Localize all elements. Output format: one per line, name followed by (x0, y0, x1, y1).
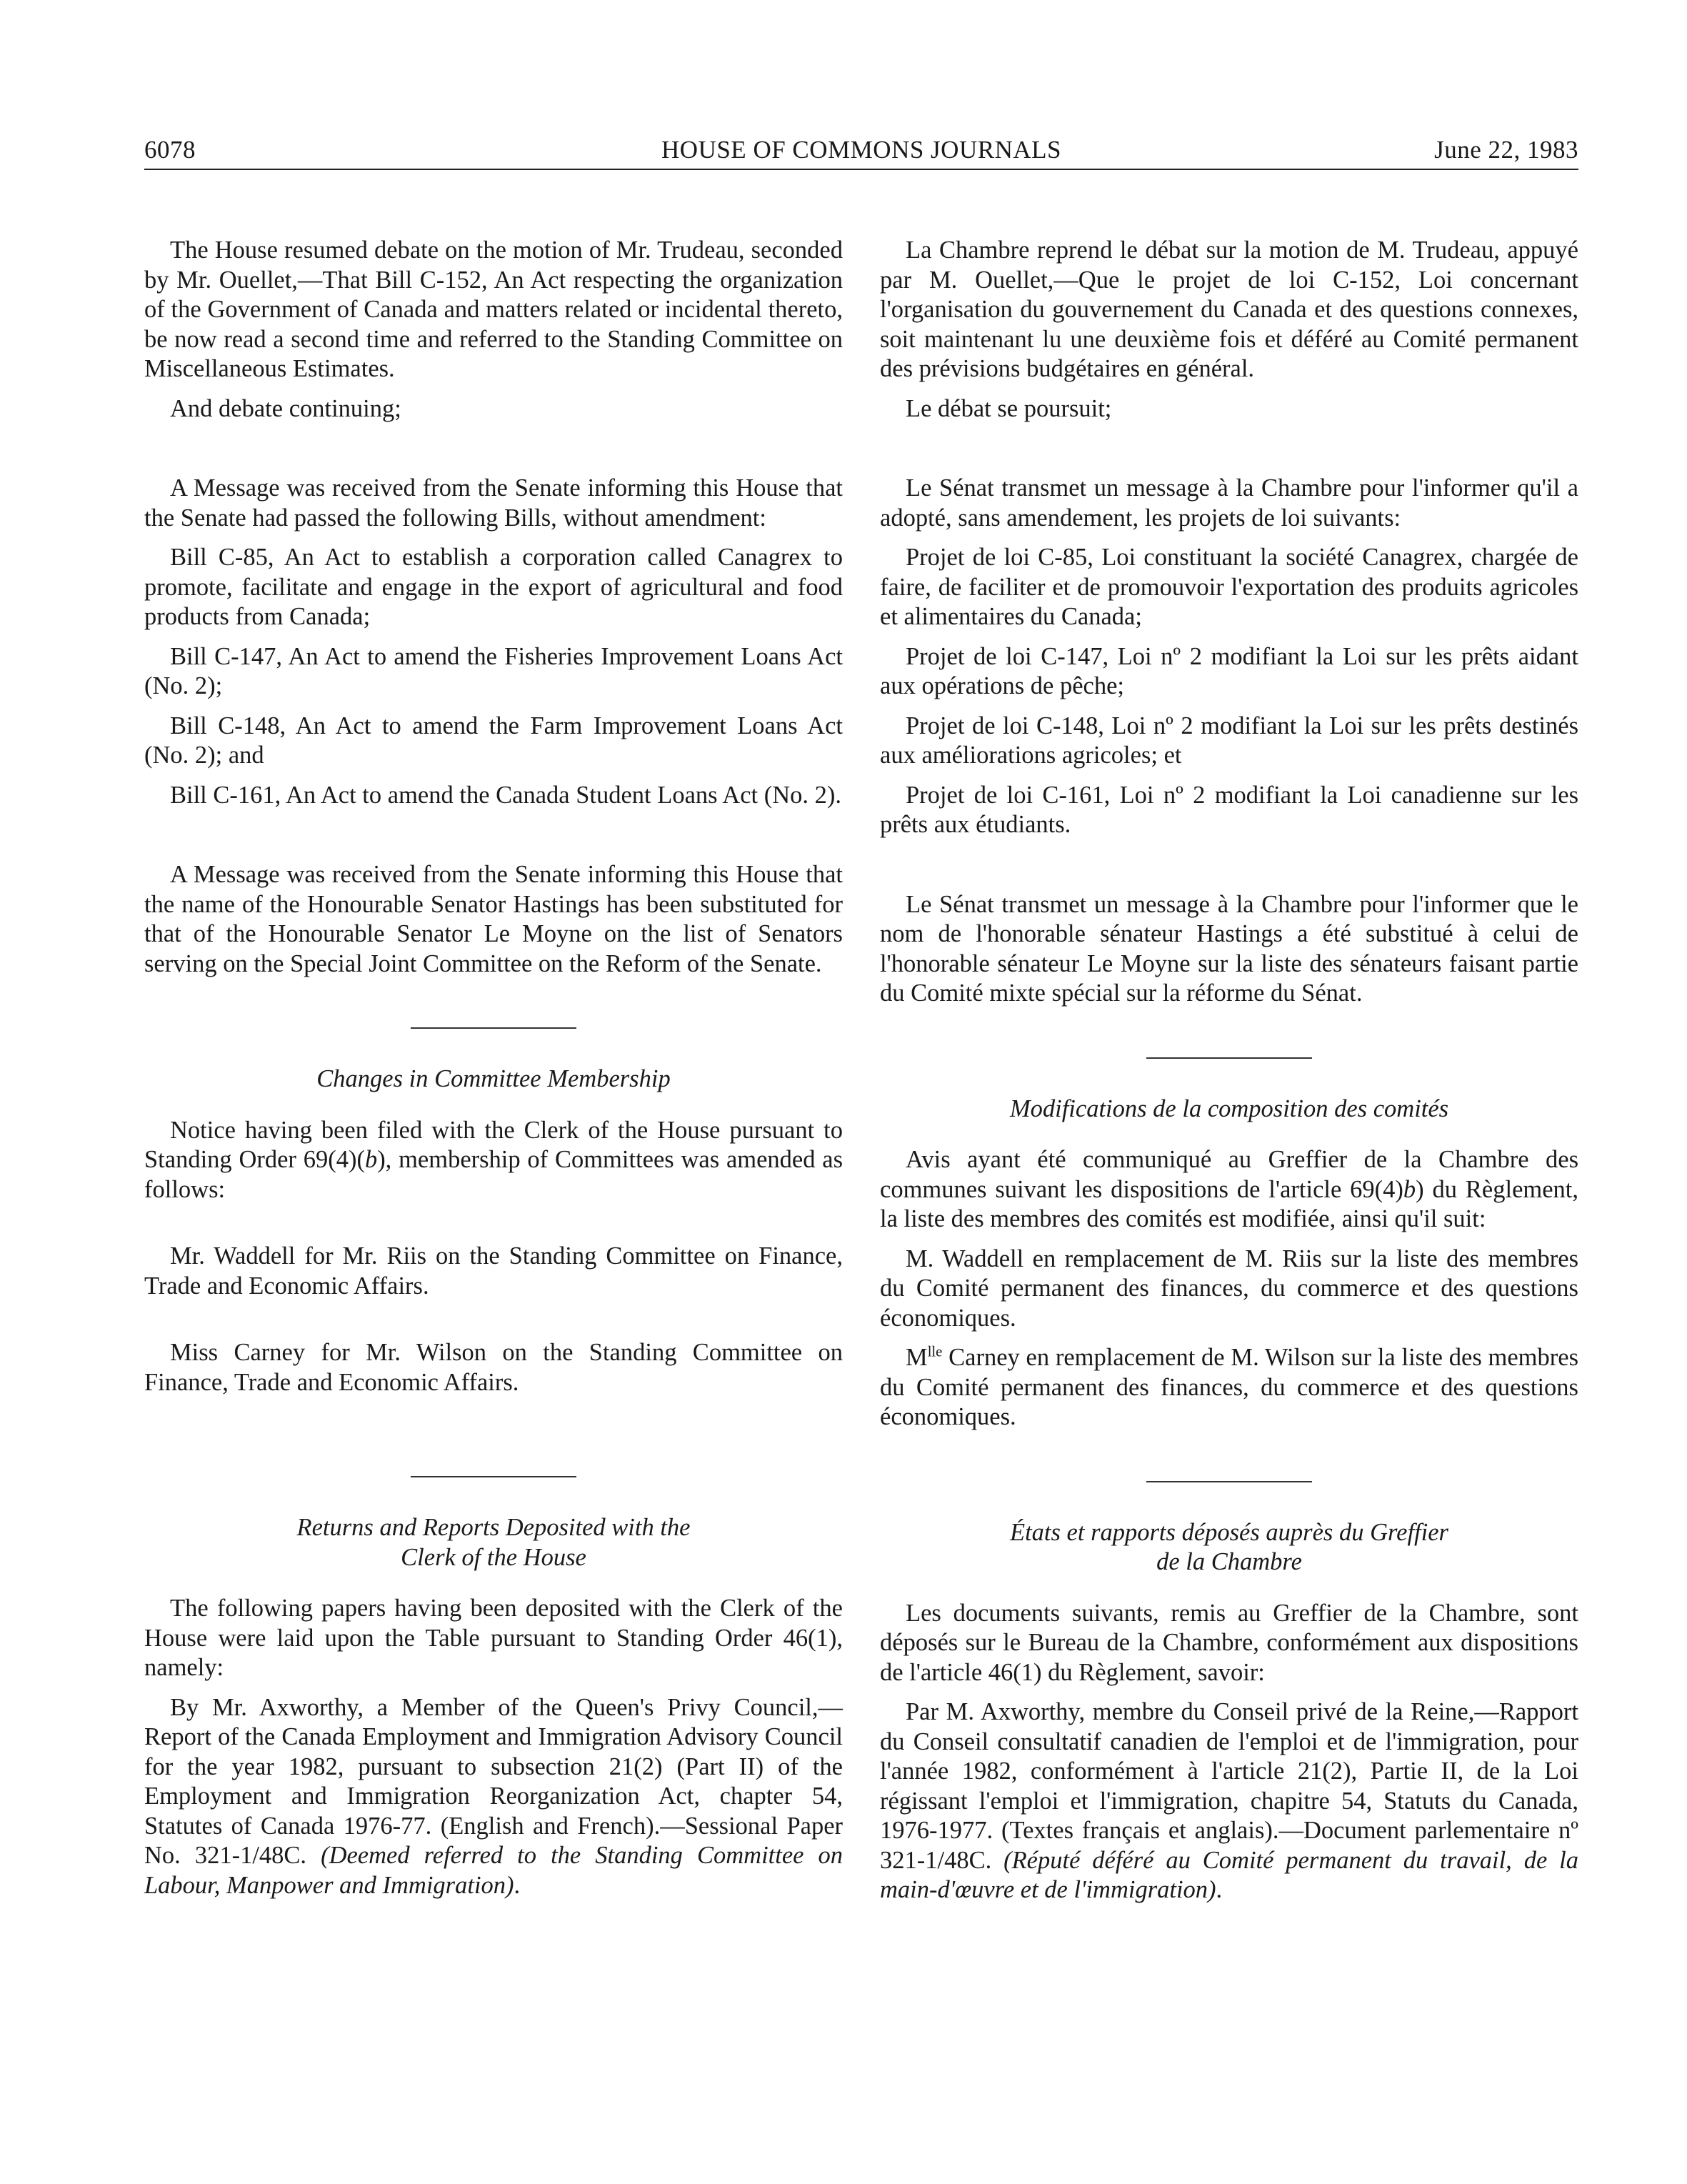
page-header (144, 133, 1578, 167)
returns-heading: États et rapports déposés auprès du Greffier de la Chambre (1010, 1518, 1448, 1575)
senate-message-bills-intro: Le Sénat transmet un message à la Chambre pour l'informer qu'il a adopté, sans amendement, les projets de loi suivants: (880, 474, 1578, 532)
returns-intro: The following papers having been deposited with the Clerk of the House were laid upon the Table pursuant to Standing Order 46(1), namely: (144, 1595, 843, 1681)
senate-message-membership: A Message was received from the Senate informing this House that the name of the Honourable Senator Hastings has been substituted for that of the Honourable Senator Le Moyne on the list of Senators serving on the Special Joint Committee on the Reform of the Senate. (144, 861, 843, 977)
journal-title: HOUSE OF COMMONS JOURNALS (661, 136, 1061, 164)
bill-item: Projet de loi C-85, Loi constituant la société Canagrex, chargée de faire, de faciliter et de promouvoir l'exportation des produits agricoles et alimentaires du Canada; (880, 544, 1578, 630)
returns-heading: Returns and Reports Deposited with the Clerk of the House (296, 1514, 691, 1571)
membership-change: M. Waddell en remplacement de M. Riis sur la liste des membres du Comité permanent des finances, du commerce et des questions économiques. (880, 1245, 1578, 1332)
bill-item: Projet de loi C-148, Loi nº 2 modifiant la Loi sur les prêts destinés aux améliorations agricoles; et (880, 712, 1578, 769)
english-column (144, 236, 843, 1900)
debate-continuing: Le débat se poursuit; (906, 394, 1112, 422)
senate-message-bills-intro: A Message was received from the Senate informing this House that the Senate had passed the following Bills, without amendment: (144, 474, 843, 532)
committee-heading: Changes in Committee Membership (316, 1065, 671, 1092)
membership-change: Mr. Waddell for Mr. Riis on the Standing Committee on Finance, Trade and Economic Affairs. (144, 1242, 843, 1300)
french-column (880, 236, 1578, 1905)
section-divider (411, 1027, 576, 1029)
debate-paragraph: The House resumed debate on the motion of Mr. Trudeau, seconded by Mr. Ouellet,—That Bill C-152, An Act respecting the organization of the Government of Canada and matters related or incidental thereto, be now read a second time and referred to the Standing Committee on Miscellaneous Estimates. (144, 236, 843, 382)
header-date: June 22, 1983 (1434, 136, 1578, 164)
membership-change: $M^{lle}$ Carney en remplacement de M. Wilson sur la liste des membres du Comité permanent des finances, du commerce et des questions économiques. (880, 1344, 1578, 1430)
committee-heading: Modifications de la composition des comités (1009, 1095, 1449, 1122)
returns-item: Par M. Axworthy, membre du Conseil privé de la Reine,—Rapport du Conseil consultatif canadien de l'emploi et de l'immigration, pour l'année 1982, conformément à l'article 21(2), Partie II, de la Loi régissant l'emploi et l'immigration, chapitre 54, Statuts du Canada, 1976-1977. (Textes français et anglais).—Document parlementaire nº 321-1/48C. (Réputé déféré au Comité permanent du travail, de la main-d'œuvre et de l'immigration). (880, 1698, 1578, 1903)
section-divider (1146, 1057, 1312, 1059)
section-divider (411, 1476, 576, 1477)
bill-item: Bill C-147, An Act to amend the Fisheries Improvement Loans Act (No. 2); (144, 642, 843, 699)
section-divider (1146, 1481, 1312, 1482)
returns-intro: Les documents suivants, remis au Greffier de la Chambre, sont déposés sur le Bureau de la Chambre, conformément aux dispositions de l'article 46(1) du Règlement, savoir: (880, 1599, 1578, 1686)
page-number: 6078 (144, 136, 196, 164)
bill-item: Projet de loi C-147, Loi nº 2 modifiant la Loi sur les prêts aidant aux opérations de pêche; (880, 642, 1578, 699)
senate-message-membership: Le Sénat transmet un message à la Chambre pour l'informer que le nom de l'honorable sénateur Hastings a été substitué à celui de l'honorable sénateur Le Moyne sur la liste des sénateurs faisant partie du Comité mixte spécial sur la réforme du Sénat. (880, 890, 1578, 1007)
bill-item: Projet de loi C-161, Loi nº 2 modifiant la Loi canadienne sur les prêts aux étudiants. (880, 781, 1578, 838)
membership-change: Miss Carney for Mr. Wilson on the Standing Committee on Finance, Trade and Economic Affairs. (144, 1339, 843, 1396)
bill-item: Bill C-161, An Act to amend the Canada Student Loans Act (No. 2). (170, 781, 841, 809)
returns-item: By Mr. Axworthy, a Member of the Queen's Privy Council,—Report of the Canada Employment and Immigration Advisory Council for the year 1982, pursuant to subsection 21(2) (Part II) of the Employment and Immigration Reorganization Act, chapter 54, Statutes of Canada 1976-77. (English and French).—Sessional Paper No. 321-1/48C. (Deemed referred to the Standing Committee on Labour, Manpower and Immigration). (144, 1693, 843, 1899)
bill-item: Bill C-85, An Act to establish a corporation called Canagrex to promote, facilitate and engage in the export of agricultural and food products from Canada; (144, 544, 843, 630)
committee-intro: Avis ayant été communiqué au Greffier de la Chambre des communes suivant les dispositions de l'article 69(4)b) du Règlement, la liste des membres des comités est modifiée, ainsi qu'il suit: (880, 1146, 1578, 1232)
bill-item: Bill C-148, An Act to amend the Farm Improvement Loans Act (No. 2); and (144, 712, 843, 769)
committee-intro: Notice having been filed with the Clerk of the House pursuant to Standing Order 69(4)(b), membership of Committees was amended as follows: (144, 1116, 843, 1203)
debate-paragraph: La Chambre reprend le débat sur la motion de M. Trudeau, appuyé par M. Ouellet,—Que le projet de loi C-152, Loi concernant l'organisation du gouvernement du Canada et des questions connexes, soit maintenant lu une deuxième fois et déféré au Comité permanent des prévisions budgétaires en général. (880, 236, 1578, 382)
debate-continuing: And debate continuing; (170, 394, 401, 422)
header-rule (144, 169, 1578, 170)
